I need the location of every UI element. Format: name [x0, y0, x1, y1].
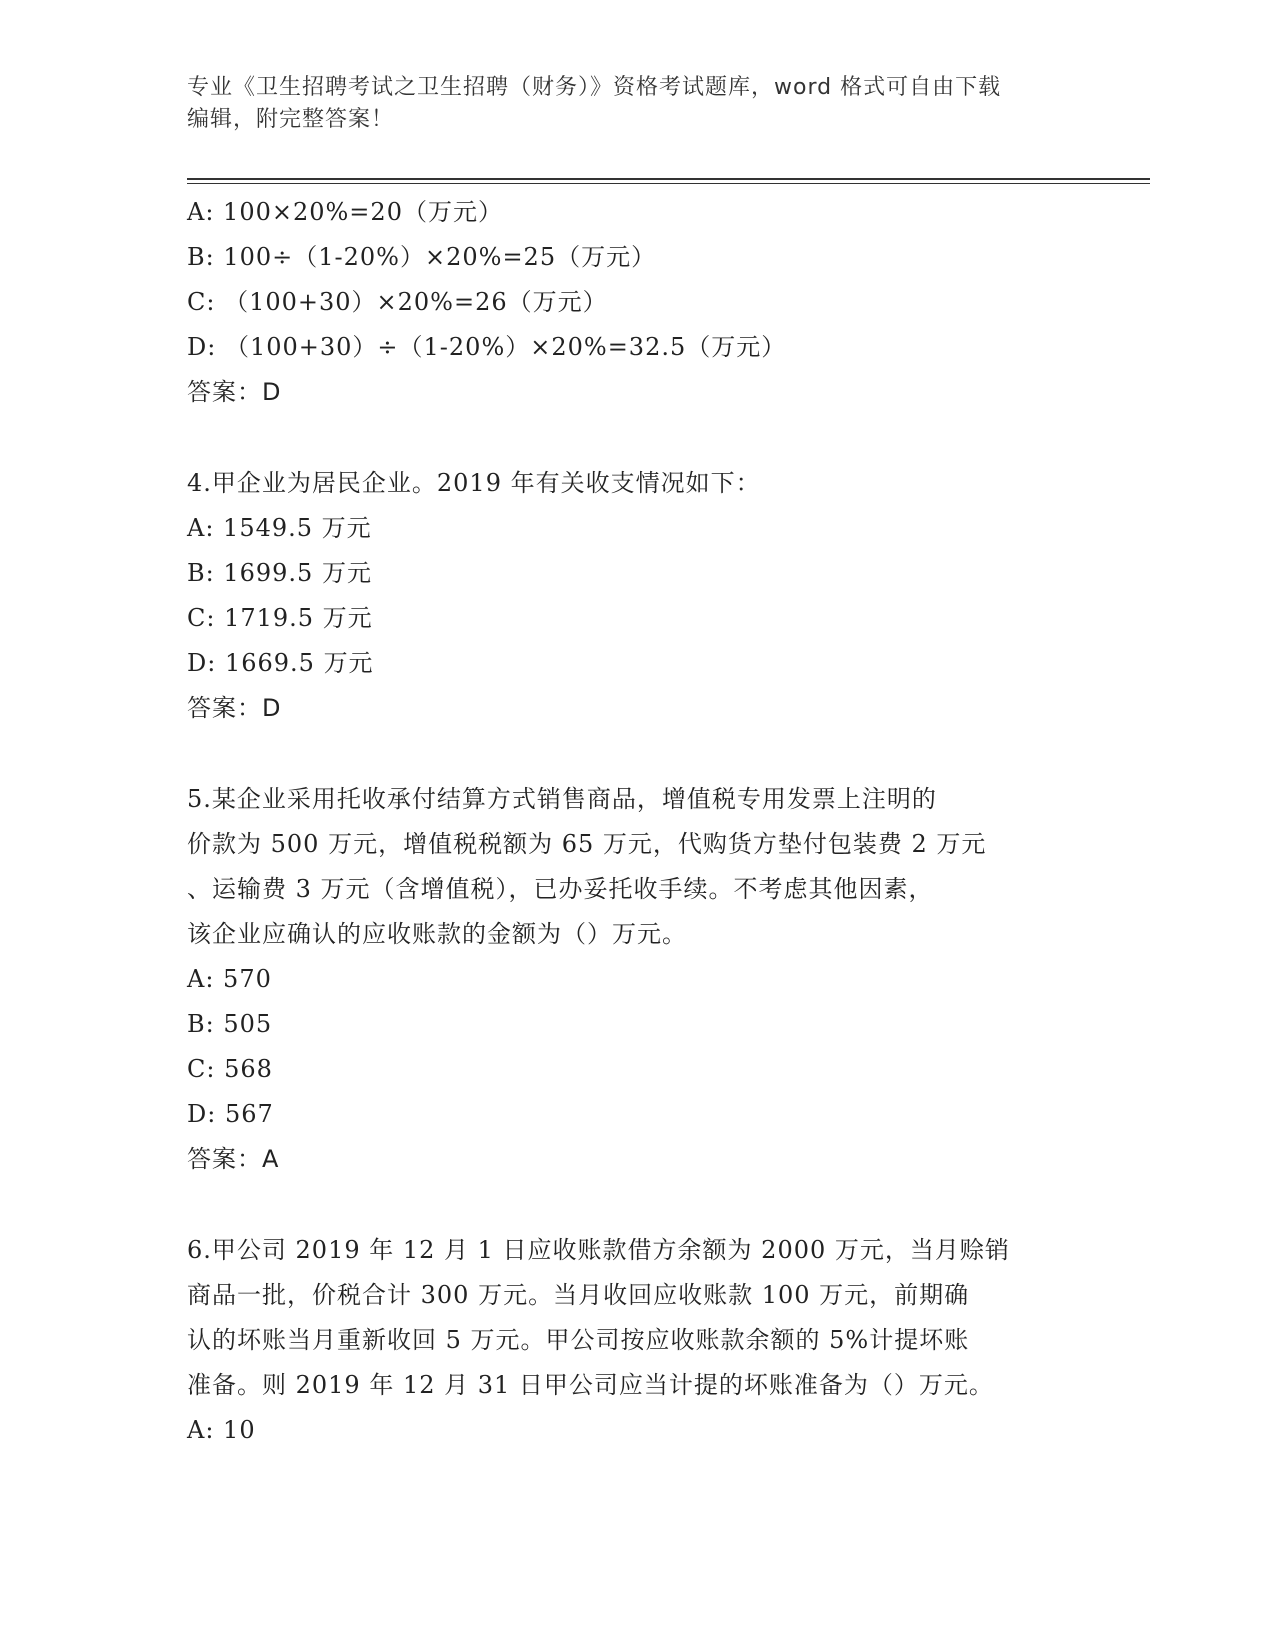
- question-stem-line: 价款为 500 万元，增值税税额为 65 万元，代购货方垫付包装费 2 万元: [187, 830, 987, 858]
- question-stem-line: 认的坏账当月重新收回 5 万元。甲公司按应收账款余额的 5%计提坏账: [187, 1326, 970, 1354]
- option-d: D: 1669.5 万元: [187, 649, 374, 677]
- option-a: A: 1549.5 万元: [187, 514, 372, 542]
- spacer: [187, 415, 1087, 461]
- question-stem-line: 该企业应确认的应收账款的金额为（）万元。: [187, 920, 687, 948]
- question-stem-line: 6.甲公司 2019 年 12 月 1 日应收账款借方余额为 2000 万元，当月赊销: [187, 1236, 1010, 1264]
- option-a: A: 100×20%=20（万元）: [187, 198, 503, 226]
- option-a: A: 10: [187, 1416, 256, 1444]
- spacer: [187, 731, 1087, 777]
- option-c: C: 1719.5 万元: [187, 604, 373, 632]
- question-stem-line: 商品一批，价税合计 300 万元。当月收回应收账款 100 万元，前期确: [187, 1281, 970, 1309]
- option-d: D: 567: [187, 1100, 274, 1128]
- header-line-2: 编辑，附完整答案！: [187, 107, 395, 132]
- question-content: [187, 190, 1087, 1453]
- answer: 答案：D: [187, 694, 282, 722]
- option-a: A: 570: [187, 965, 272, 993]
- question-stem: 4.甲企业为居民企业。2019 年有关收支情况如下：: [187, 469, 761, 497]
- question-3: [187, 190, 1087, 415]
- header-divider-thin: [187, 183, 1150, 184]
- header-line-1: 专业《卫生招聘考试之卫生招聘（财务）》资格考试题库，word 格式可自由下载: [187, 75, 1002, 100]
- answer: 答案：A: [187, 1145, 280, 1173]
- question-stem-line: 、运输费 3 万元（含增值税），已办妥托收手续。不考虑其他因素，: [187, 875, 934, 903]
- question-5: [187, 777, 1087, 1182]
- question-stem-line: 准备。则 2019 年 12 月 31 日甲公司应当计提的坏账准备为（）万元。: [187, 1371, 994, 1399]
- option-b: B: 100÷（1-20%）×20%=25（万元）: [187, 243, 657, 271]
- header-divider-thick: [187, 178, 1150, 180]
- question-4: [187, 461, 1087, 731]
- option-c: C: 568: [187, 1055, 273, 1083]
- option-b: B: 505: [187, 1010, 273, 1038]
- answer: 答案：D: [187, 378, 282, 406]
- document-header: [187, 72, 1087, 136]
- option-d: D: （100+30）÷（1-20%）×20%=32.5（万元）: [187, 333, 787, 361]
- option-b: B: 1699.5 万元: [187, 559, 372, 587]
- question-6: [187, 1228, 1087, 1453]
- question-stem-line: 5.某企业采用托收承付结算方式销售商品，增值税专用发票上注明的: [187, 785, 937, 813]
- spacer: [187, 1182, 1087, 1228]
- option-c: C: （100+30）×20%=26（万元）: [187, 288, 608, 316]
